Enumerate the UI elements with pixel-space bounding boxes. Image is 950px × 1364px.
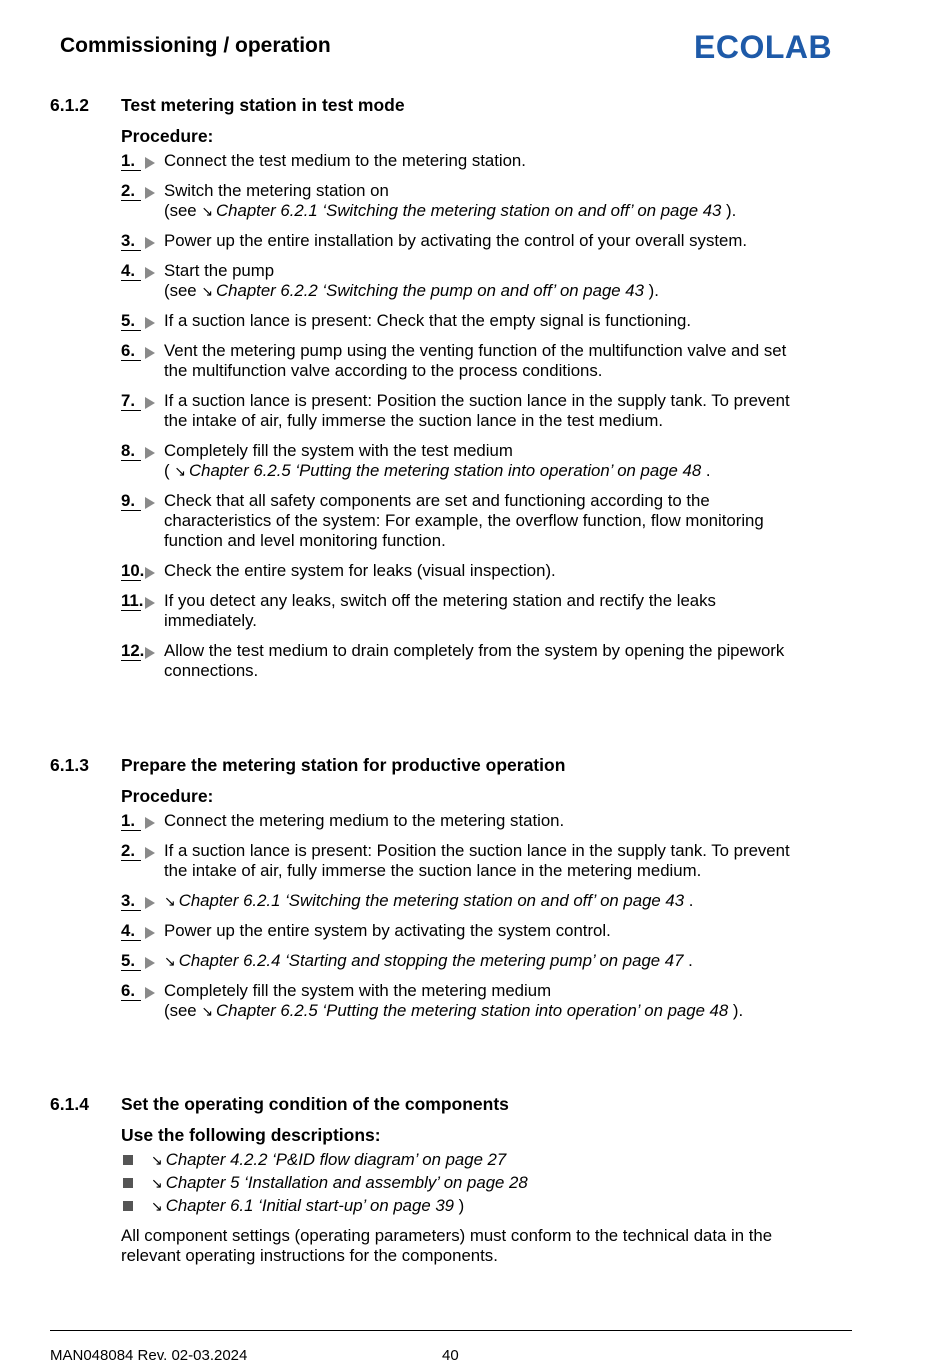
chapter-link-text: Chapter 6.2.5 ‘Putting the metering station into operation’ on page 48 [189, 461, 702, 480]
chapter-link[interactable] [151, 1173, 528, 1192]
step-text: connections. [164, 661, 259, 680]
descriptions-label: Use the following descriptions: [121, 1125, 381, 1145]
cross-reference-icon: ↘ [174, 463, 186, 479]
chapter-link-text: Chapter 6.2.4 ‘Starting and stopping the metering pump’ on page 47 [178, 951, 684, 970]
procedure-step [50, 981, 860, 1021]
chapter-link-text: Chapter 5 ‘Installation and assembly’ on page 28 [165, 1173, 528, 1192]
step-number: 3. [121, 231, 141, 251]
step-number: 2. [121, 841, 141, 861]
footer-doc-id: MAN048084 Rev. 02-03.2024 [50, 1347, 248, 1364]
footer-page-number: 40 [442, 1347, 459, 1364]
chapter-link[interactable] [164, 891, 684, 910]
cross-reference-icon: ↘ [151, 1198, 163, 1214]
step-text: immediately. [164, 611, 257, 630]
chapter-link[interactable] [151, 1196, 454, 1215]
chapter-link-text: Chapter 6.2.5 ‘Putting the metering station into operation’ on page 48 [216, 1001, 729, 1020]
chapter-link[interactable] [164, 951, 683, 970]
step-number: 1. [121, 811, 141, 831]
step-text: Completely fill the system with the test medium [164, 441, 513, 460]
step-arrow-icon [145, 187, 155, 199]
step-number: 12. [121, 641, 145, 660]
step-list [50, 151, 860, 681]
reference-item [50, 1173, 860, 1193]
step-text: the intake of air, fully immerse the suction lance in the test medium. [164, 411, 664, 430]
chapter-link[interactable] [201, 1001, 728, 1020]
step-arrow-icon [145, 317, 155, 329]
procedure-step [50, 561, 860, 581]
step-text: Connect the metering medium to the metering station. [164, 811, 565, 830]
step-text-suffix: ). [728, 1001, 744, 1020]
procedure-step [50, 921, 860, 941]
procedure-step [50, 181, 860, 221]
step-text-prefix: ( [164, 461, 175, 480]
chapter-link-text: Chapter 6.1 ‘Initial start-up’ on page 39 [165, 1196, 454, 1215]
cross-reference-icon: ↘ [151, 1152, 163, 1168]
step-arrow-icon [145, 897, 155, 909]
section-title: Test metering station in test mode [121, 95, 405, 115]
step-text-prefix: (see [164, 1001, 202, 1020]
step-number: 10. [121, 561, 145, 580]
step-arrow-icon [145, 597, 155, 609]
step-arrow-icon [145, 267, 155, 279]
step-arrow-icon [145, 447, 155, 459]
section-heading [50, 95, 860, 121]
procedure-step [50, 151, 860, 171]
step-text: Check that all safety components are set and functioning according to the [164, 491, 710, 510]
section-heading [50, 755, 860, 781]
step-text-prefix: (see [164, 201, 202, 220]
cross-reference-icon: ↘ [201, 283, 214, 299]
step-text [164, 951, 860, 971]
step-text: If a suction lance is present: Check that the empty signal is functioning. [164, 311, 692, 330]
section-6-1-3 [50, 755, 860, 1031]
section-6-1-4 [50, 1094, 860, 1266]
step-arrow-icon [145, 927, 155, 939]
step-text [164, 891, 860, 911]
step-arrow-icon [145, 817, 155, 829]
step-number: 6. [121, 341, 141, 361]
ecolab-logo [694, 28, 844, 64]
step-text [164, 461, 860, 481]
cross-reference-icon: ↘ [164, 893, 176, 909]
step-text: Start the pump [164, 261, 275, 280]
header-title: Commissioning / operation [60, 34, 331, 57]
procedure-label: Procedure: [121, 786, 214, 806]
step-arrow-icon [145, 497, 155, 509]
step-number: 3. [121, 891, 141, 911]
step-arrow-icon [145, 347, 155, 359]
chapter-link-text: Chapter 6.2.1 ‘Switching the metering station on and off’ on page 43 [216, 201, 722, 220]
chapter-link[interactable] [201, 201, 721, 220]
square-bullet-icon [123, 1155, 133, 1165]
procedure-step [50, 891, 860, 911]
step-text-prefix: (see [164, 281, 202, 300]
step-number: 4. [121, 261, 141, 281]
procedure-step [50, 391, 860, 431]
step-text: If you detect any leaks, switch off the metering station and rectify the leaks [164, 591, 716, 610]
step-text: Power up the entire system by activating the system control. [164, 921, 611, 940]
reference-suffix: ) [454, 1196, 465, 1215]
step-text: Power up the entire installation by activating the control of your overall system. [164, 231, 747, 250]
step-arrow-icon [145, 647, 155, 659]
chapter-link-text: Chapter 6.2.2 ‘Switching the pump on and off’ on page 43 [216, 281, 644, 300]
step-arrow-icon [145, 987, 155, 999]
step-text: function and level monitoring function. [164, 531, 446, 550]
step-number: 5. [121, 311, 141, 331]
step-text: Check the entire system for leaks (visual inspection). [164, 561, 556, 580]
step-text-suffix: ). [721, 201, 737, 220]
step-arrow-icon [145, 957, 155, 969]
step-number: 9. [121, 491, 141, 511]
procedure-step [50, 441, 860, 481]
procedure-step [50, 261, 860, 301]
procedure-label: Procedure: [121, 126, 214, 146]
cross-reference-icon: ↘ [151, 1175, 163, 1191]
procedure-step [50, 231, 860, 251]
procedure-step [50, 341, 860, 381]
chapter-link[interactable] [151, 1150, 506, 1169]
paragraph-line: relevant operating instructions for the components. [121, 1246, 498, 1265]
svg-text:ECOLAB: ECOLAB [694, 29, 833, 64]
step-text: Vent the metering pump using the venting function of the multifunction valve and set [164, 341, 787, 360]
procedure-step [50, 491, 860, 551]
chapter-link-text: Chapter 4.2.2 ‘P&ID flow diagram’ on page 27 [165, 1150, 507, 1169]
step-number: 6. [121, 981, 141, 1001]
section-number: 6.1.2 [50, 95, 89, 115]
step-text: Allow the test medium to drain completely from the system by opening the pipework [164, 641, 785, 660]
step-number: 8. [121, 441, 141, 461]
paragraph-line: All component settings (operating parameters) must conform to the technical data in the [121, 1226, 773, 1245]
procedure-step [50, 811, 860, 831]
step-text [164, 201, 860, 221]
cross-reference-icon: ↘ [201, 1003, 214, 1019]
step-text-suffix: . [701, 461, 711, 480]
settings-paragraph [121, 1226, 860, 1266]
step-text: the multifunction valve according to the process conditions. [164, 361, 603, 380]
step-number: 5. [121, 951, 141, 971]
step-number: 7. [121, 391, 141, 411]
section-number: 6.1.4 [50, 1094, 89, 1114]
chapter-link[interactable] [174, 461, 701, 480]
step-text: If a suction lance is present: Position the suction lance in the supply tank. To prevent [164, 391, 790, 410]
step-number: 2. [121, 181, 141, 201]
procedure-step [50, 951, 860, 971]
step-text: Connect the test medium to the metering station. [164, 151, 526, 170]
step-list [50, 811, 860, 1021]
step-text-suffix: . [683, 951, 693, 970]
square-bullet-icon [123, 1178, 133, 1188]
step-text: characteristics of the system: For example, the overflow function, flow monitoring [164, 511, 764, 530]
cross-reference-icon: ↘ [164, 953, 176, 969]
step-arrow-icon [145, 397, 155, 409]
step-arrow-icon [145, 847, 155, 859]
step-text [164, 1001, 860, 1021]
step-text: Completely fill the system with the metering medium [164, 981, 552, 1000]
square-bullet-icon [123, 1201, 133, 1211]
section-6-1-2 [50, 95, 860, 691]
step-text-suffix: ). [643, 281, 659, 300]
section-number: 6.1.3 [50, 755, 89, 775]
section-title: Prepare the metering station for productive operation [121, 755, 566, 775]
step-arrow-icon [145, 237, 155, 249]
reference-item [50, 1196, 860, 1216]
procedure-step [50, 311, 860, 331]
step-number: 11. [121, 591, 144, 610]
step-text: the intake of air, fully immerse the suction lance in the metering medium. [164, 861, 702, 880]
procedure-step [50, 841, 860, 881]
step-arrow-icon [145, 567, 155, 579]
step-number: 1. [121, 151, 141, 171]
reference-list [50, 1150, 860, 1216]
section-heading [50, 1094, 860, 1120]
footer-divider [50, 1330, 852, 1331]
chapter-link-text: Chapter 6.2.1 ‘Switching the metering station on and off’ on page 43 [178, 891, 685, 910]
step-text: If a suction lance is present: Position the suction lance in the supply tank. To prevent [164, 841, 790, 860]
step-text [164, 281, 860, 301]
step-arrow-icon [145, 157, 155, 169]
procedure-step [50, 591, 860, 631]
step-number: 4. [121, 921, 141, 941]
procedure-step [50, 641, 860, 681]
reference-item [50, 1150, 860, 1170]
chapter-link[interactable] [201, 281, 644, 300]
step-text-suffix: . [684, 891, 694, 910]
section-title: Set the operating condition of the components [121, 1094, 509, 1114]
cross-reference-icon: ↘ [201, 203, 214, 219]
step-text: Switch the metering station on [164, 181, 389, 200]
